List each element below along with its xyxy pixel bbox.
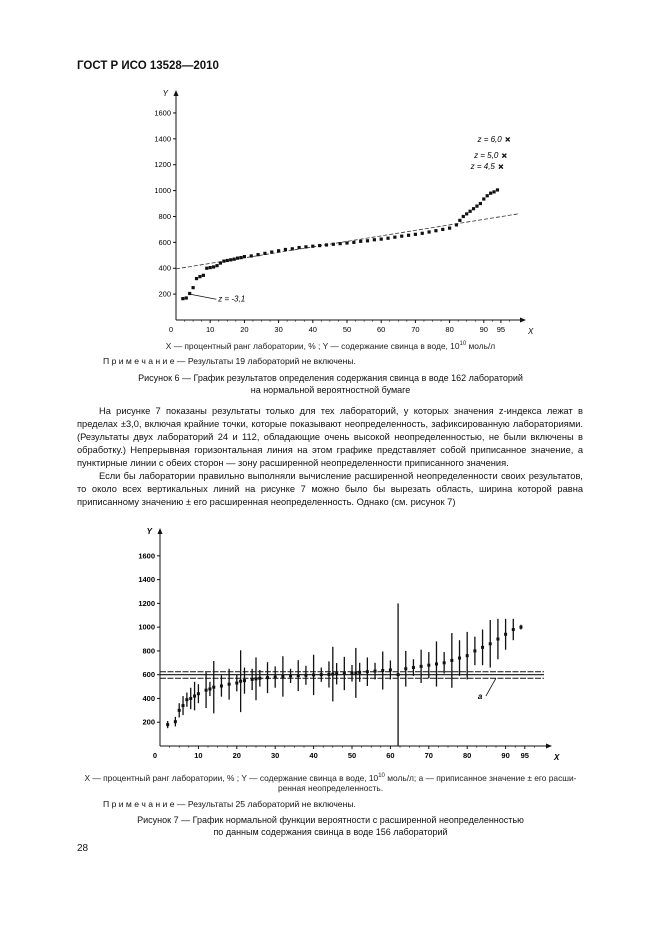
paragraph-2: Если бы лаборатории правильно выполняли вычисление расширенной неопределенности своих результатов, то около всех вертикальных линий на рисунке 7 можно было бы вырезать область, ширина которой равна приписанному значению ± его расширенная неопределенность. Однако (см. рисунок 7) (77, 471, 583, 507)
f6-data-point (284, 248, 287, 251)
f6-data-point (181, 297, 184, 300)
f7-x-tick-label: 80 (463, 751, 472, 760)
f7-data-point (239, 680, 242, 683)
f6-data-point (229, 258, 232, 261)
f6-data-point (250, 254, 253, 257)
f7-data-point (235, 682, 238, 685)
f6-data-point (243, 255, 246, 258)
f6-data-point (239, 256, 242, 259)
f7-data-point (208, 687, 211, 690)
f6-y-arrow (174, 90, 179, 96)
f6-data-point (465, 212, 468, 215)
f6-data-point (209, 266, 212, 269)
body-text (77, 405, 583, 509)
f6-data-point (486, 194, 489, 197)
f6-z-annotation: z = 6,0 (477, 134, 502, 144)
f7-origin-label: 0 (152, 751, 158, 760)
f6-data-point (479, 202, 482, 205)
f7-data-point (193, 695, 196, 698)
figure7-annotation (478, 678, 496, 701)
f7-data-point (443, 661, 446, 664)
f6-data-point (318, 244, 321, 247)
f6-data-point (345, 241, 348, 244)
f7-data-point (274, 676, 277, 679)
f6-outlier-point (502, 154, 506, 158)
f6-data-point (212, 265, 215, 268)
f6-data-point (393, 236, 396, 239)
f6-data-point (455, 223, 458, 226)
f6-data-point (407, 234, 410, 237)
f6-data-point (298, 246, 301, 249)
f7-data-point (458, 657, 461, 660)
paragraph-1: На рисунке 7 показаны результаты только для тех лабораторий, у которых значения z-индекса лежат в пределах ±3,0, включая крайние точки, которые показывают неопределенность, зафиксированную лабораториями. (Результаты двух лабораторий 24 и 112, обладающие очень высокой неопределенностью, не были включены в обработку.) Непрерывная горизонтальная линия на этом графике представляет собой приписанное значение, а пунктирные линии с обеих сторон — зону расширенной неопределенности приписанного значения. (77, 406, 583, 468)
f7-data-point (178, 709, 181, 712)
f7-y-tick-label: 400 (142, 693, 155, 703)
f6-data-point (489, 192, 492, 195)
f6-data-point (359, 240, 362, 243)
f6-data-point (400, 235, 403, 238)
f6-data-point (458, 219, 461, 222)
f6-data-point (205, 267, 208, 270)
f7-data-point (512, 628, 515, 631)
f7-x-tick-label: 90 (501, 751, 510, 760)
f6-data-point (202, 274, 205, 277)
f7-x-tick-label: 70 (424, 751, 433, 760)
f7-data-point (351, 672, 354, 675)
f6-x-label: X (528, 327, 534, 336)
f6-data-point (325, 243, 328, 246)
f7-data-point (397, 673, 400, 676)
f6-x-arrow (520, 318, 526, 323)
f7-y-tick-label: 1600 (138, 551, 155, 561)
f6-y-tick-label: 600 (158, 237, 171, 247)
f7-data-point (255, 677, 258, 680)
f7-x-tick-label: 60 (386, 751, 395, 760)
figure7-axis-caption: X — процентный ранг лаборатории, % ; Y — содержание свинца в воде, $10^{10}$ моль/л; a — приписанное значение ± его расши- ренная неопределенность. (84, 773, 577, 793)
f7-data-point (320, 673, 323, 676)
f6-data-point (482, 197, 485, 200)
f7-data-point (185, 698, 188, 701)
f6-data-point (236, 257, 239, 260)
f6-data-point (270, 250, 273, 253)
f7-data-point (331, 673, 334, 676)
f6-data-point (263, 252, 266, 255)
f7-data-point (297, 674, 300, 677)
f7-data-point (228, 683, 231, 686)
f7-y-tick-label: 1400 (138, 575, 155, 585)
f6-data-point (198, 275, 201, 278)
f7-x-tick-label: 50 (347, 751, 357, 760)
f6-data-point (475, 205, 478, 208)
f6-x-tick-label: 10 (206, 325, 215, 334)
figure7-note: П р и м е ч а н и е — Результаты 25 лабораторий не включены. (103, 799, 356, 809)
f7-data-point (289, 674, 292, 677)
f7-x-arrow (546, 744, 552, 749)
figure6-annotations (190, 135, 502, 303)
f7-data-point (205, 689, 208, 692)
f7-data-point (266, 676, 269, 679)
f7-y-tick-label: 1200 (138, 598, 155, 608)
f7-x-tick-label: 10 (194, 751, 203, 760)
f7-data-point (427, 664, 430, 667)
f6-y-tick-label: 1200 (154, 160, 171, 170)
f6-data-point (496, 188, 499, 191)
f6-y-tick-label: 1400 (154, 134, 171, 144)
f7-data-point (258, 677, 261, 680)
f7-y-tick-label: 600 (142, 670, 155, 680)
f7-x-label: X (554, 753, 560, 762)
f7-data-point (450, 659, 453, 662)
f6-data-point (472, 207, 475, 210)
f7-y-tick-label: 1000 (138, 622, 155, 632)
f6-outlier-point (506, 137, 510, 141)
f7-x-tick-label: 20 (232, 751, 241, 760)
figure6-note: П р и м е ч а н и е — Результаты 19 лабораторий не включены. (103, 356, 356, 366)
f6-x-tick-label: 40 (308, 325, 317, 334)
f6-data-point (222, 260, 225, 263)
f7-data-point (412, 666, 415, 669)
f7-x-tick-label: 40 (309, 751, 318, 760)
f6-data-point (311, 245, 314, 248)
f6-x-tick-label: 30 (274, 325, 283, 334)
f7-data-point (496, 638, 499, 641)
f6-data-point (414, 233, 417, 236)
f6-origin-label: 0 (168, 325, 174, 334)
f7-data-point (389, 668, 392, 671)
f6-y-label: Y (162, 89, 168, 98)
f6-data-point (421, 232, 424, 235)
f7-y-tick-label: 800 (142, 646, 155, 656)
f7-data-point (481, 646, 484, 649)
f7-data-point (251, 678, 254, 681)
f7-data-point (473, 649, 476, 652)
f6-data-point (339, 242, 342, 245)
f7-data-point (243, 679, 246, 682)
f7-data-point (519, 626, 522, 629)
f7-y-tick-label: 200 (142, 717, 155, 727)
f6-x-tick-label: 60 (377, 325, 386, 334)
f7-data-point (166, 723, 169, 726)
f7-data-point (281, 675, 284, 678)
f6-data-point (441, 228, 444, 231)
f7-data-point (504, 633, 507, 636)
f6-x-tick-label: 70 (411, 325, 420, 334)
f7-data-point (404, 667, 407, 670)
f7-y-label: Y (146, 527, 152, 536)
figure6-title: Рисунок 6 — График результатов определения содержания свинца в воде 162 лабораторий на нормальной вероятностной бумаге (138, 373, 523, 395)
f6-y-tick-label: 400 (158, 263, 171, 273)
f6-data-point (256, 253, 259, 256)
f7-data-point (489, 642, 492, 645)
f6-data-point (215, 264, 218, 267)
f6-data-point (427, 230, 430, 233)
f6-data-point (185, 296, 188, 299)
f7-band-label: a (477, 692, 483, 702)
f7-y-arrow (158, 528, 163, 534)
f7-data-point (374, 670, 377, 673)
f6-data-point (291, 247, 294, 250)
f6-data-point (448, 227, 451, 230)
f6-annotation-leader (190, 294, 216, 299)
standard-header: ГОСТ Р ИСО 13528—2010 (77, 60, 219, 72)
f6-x-tick-label: 50 (342, 325, 352, 334)
f7-data-point (220, 684, 223, 687)
f7-data-point (189, 697, 192, 700)
f7-data-point (366, 670, 369, 673)
f7-data-point (197, 692, 200, 695)
f6-data-point (434, 229, 437, 232)
f6-z-annotation: z = 5,0 (474, 151, 499, 161)
f6-data-point (304, 245, 307, 248)
f6-y-tick-label: 1600 (154, 108, 171, 118)
f6-x-tick-label: 80 (445, 325, 454, 334)
figure7-chart (130, 518, 570, 768)
f7-data-point (327, 673, 330, 676)
f6-x-tick-label: 20 (240, 325, 249, 334)
f7-data-point (358, 671, 361, 674)
f6-data-point (219, 261, 222, 264)
f7-data-point (174, 720, 177, 723)
f6-data-point (366, 239, 369, 242)
f7-data-point (354, 671, 357, 674)
f7-data-point (466, 654, 469, 657)
f6-outlier-point (499, 165, 503, 169)
f6-y-tick-label: 1000 (154, 186, 171, 196)
f7-data-point (420, 665, 423, 668)
f6-data-point (352, 241, 355, 244)
f7-data-point (182, 704, 185, 707)
figure6-chart (140, 86, 540, 338)
f7-data-point (435, 662, 438, 665)
f7-data-point (212, 686, 215, 689)
f7-data-point (312, 673, 315, 676)
page-number: 28 (77, 843, 89, 854)
f6-y-tick-label: 800 (158, 211, 171, 221)
figure6-ticks (154, 108, 509, 334)
f6-data-point (386, 237, 389, 240)
f7-band-leader (486, 678, 496, 696)
f6-data-point (373, 238, 376, 241)
f6-data-point (277, 249, 280, 252)
f6-data-point (195, 277, 198, 280)
f6-data-point (332, 243, 335, 246)
figure7-title: Рисунок 7 — График нормальной функции вероятности с расширенной неопределенностью по данным содержания свинца в воде 156 лабораторий (137, 815, 524, 837)
f7-x-tick-label: 95 (520, 751, 529, 760)
f7-data-point (304, 674, 307, 677)
figure6-axis-caption: X — процентный ранг лаборатории, % ; Y — содержание свинца в воде, $10^{10}$ моль/л (165, 341, 496, 351)
f7-x-tick-label: 30 (271, 751, 280, 760)
f6-x-tick-label: 95 (496, 325, 506, 334)
f6-data-point (226, 259, 229, 262)
f6-data-point (469, 210, 472, 213)
f6-data-point (233, 258, 236, 261)
f6-x-tick-label: 90 (479, 325, 488, 334)
f6-z-annotation: z = 4,5 (470, 162, 495, 172)
f6-z-annotation: z = -3,1 (218, 294, 246, 304)
f6-data-point (492, 190, 495, 193)
figure6-data-points (181, 134, 510, 300)
f6-data-point (462, 215, 465, 218)
f7-data-point (343, 672, 346, 675)
f7-data-point (381, 669, 384, 672)
f6-data-point (380, 238, 383, 241)
f6-y-tick-label: 200 (158, 289, 171, 299)
f7-data-point (335, 672, 338, 675)
f6-data-point (192, 286, 195, 289)
